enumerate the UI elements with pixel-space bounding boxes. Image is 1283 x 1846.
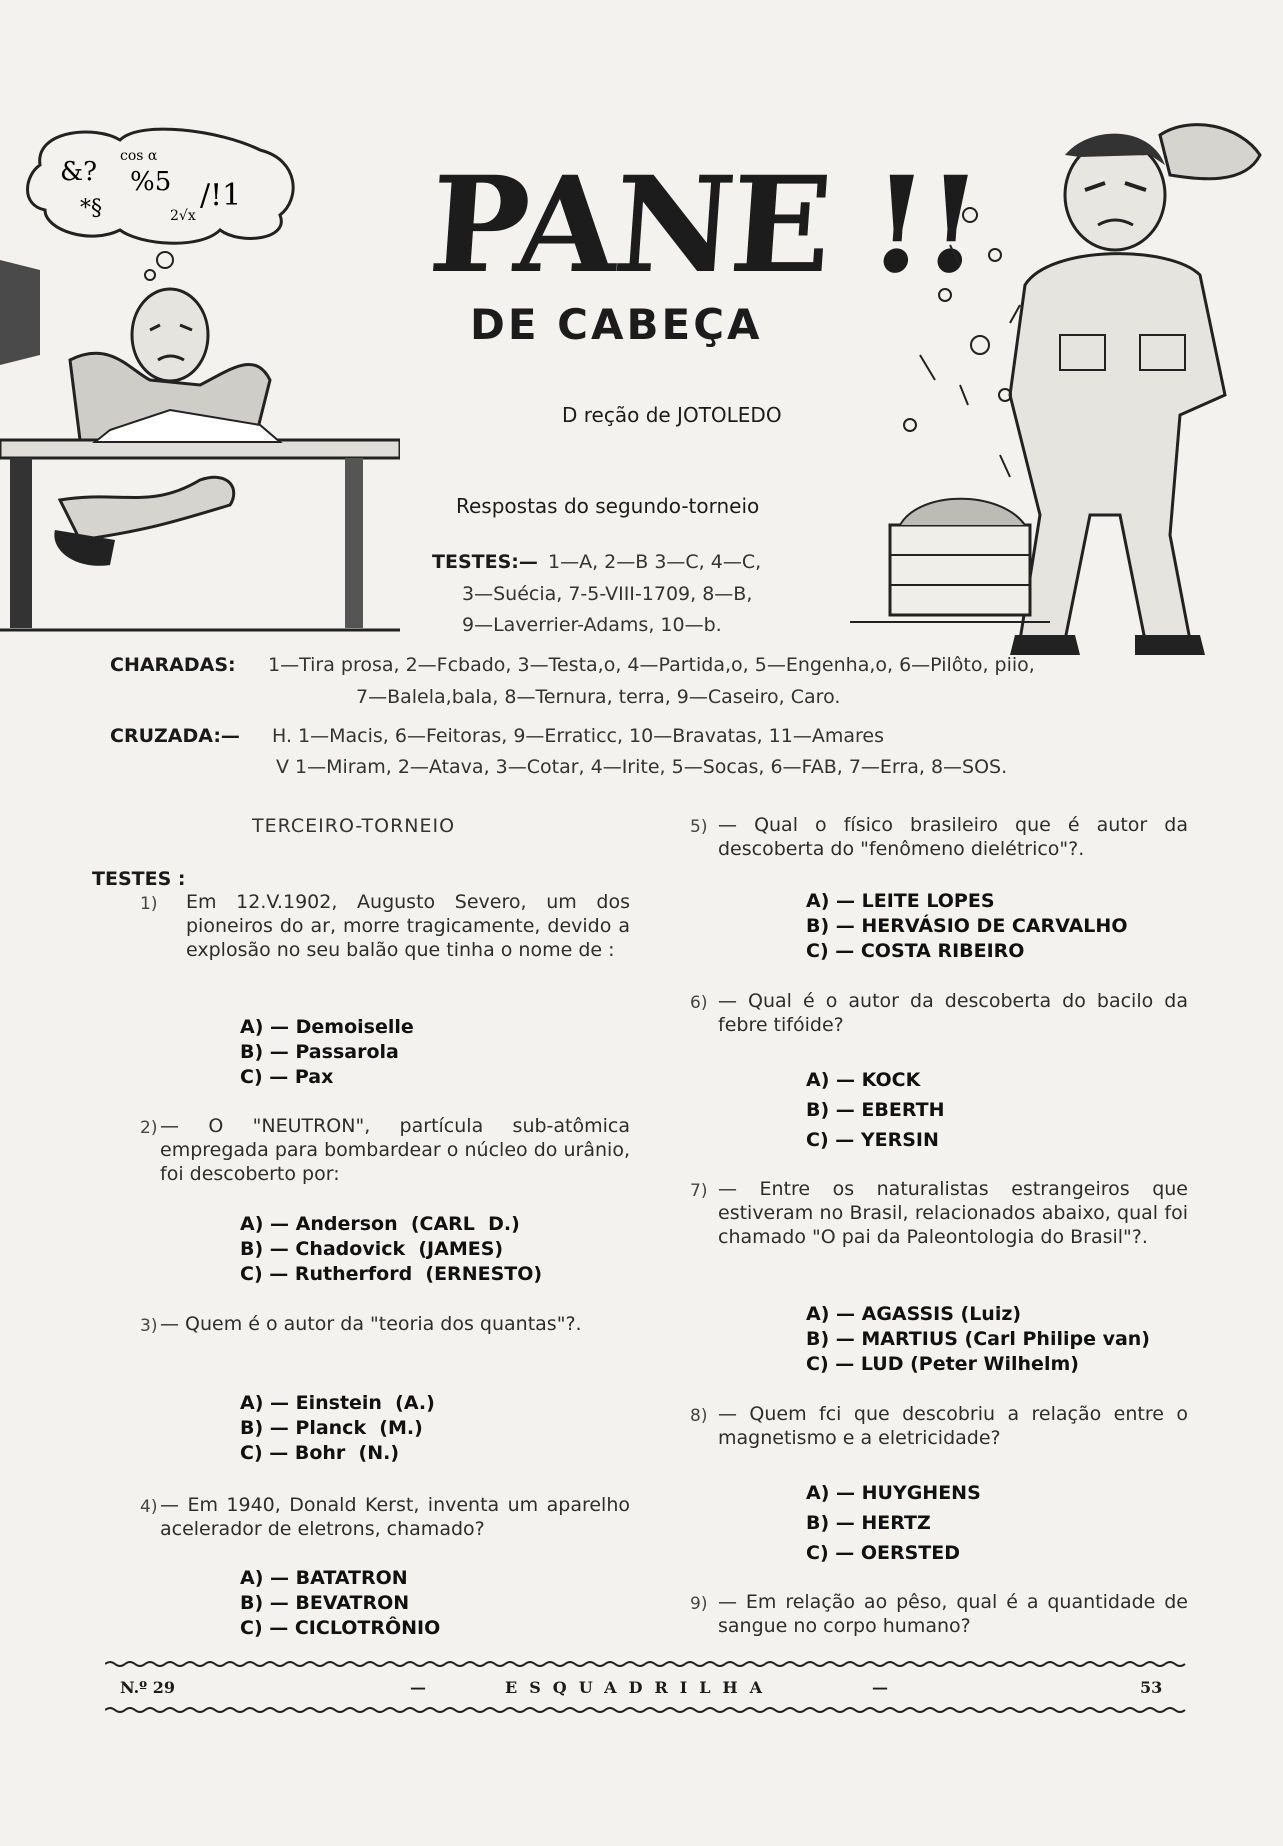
question-8-number: 8) <box>690 1406 708 1426</box>
answers-heading: Respostas do segundo-torneio <box>456 494 760 518</box>
answers-testes-line3: 9—Laverrier-Adams, 10—b. <box>462 614 722 636</box>
question-7-number: 7) <box>690 1181 708 1201</box>
answers-charadas-line1: 1—Tira prosa, 2—Fcbado, 3—Testa,o, 4—Partida,o, 5—Engenha,o, 6—Pilôto, piio, <box>268 654 1035 676</box>
page-title: PANE !! <box>424 148 983 303</box>
question-6-options <box>806 1065 944 1155</box>
page-subtitle: DE CABEÇA <box>470 300 763 349</box>
direction-credit: D reção de JOTOLEDO <box>562 403 782 427</box>
question-3-number: 3) <box>140 1316 158 1336</box>
question-3-text: — Quem é o autor da "teoria dos quantas"?. <box>160 1313 582 1335</box>
q5-option-c: C) — COSTA RIBEIRO <box>806 940 1025 962</box>
question-7-text: — Entre os naturalistas estrangeiros que estiveram no Brasil, relacionados abaixo, qual foi chamado "O pai da Paleontologia do Brasil"?. <box>718 1178 1188 1248</box>
question-4-number: 4) <box>140 1497 158 1517</box>
tournament-testes-label: TESTES : <box>92 868 186 890</box>
answers-testes-line2: 3—Suécia, 7-5-VIII-1709, 8—B, <box>462 583 753 605</box>
question-4-text: — Em 1940, Donald Kerst, inventa um aparelho acelerador de eletrons, chamado? <box>160 1494 630 1540</box>
q7-option-c: C) — LUD (Peter Wilhelm) <box>806 1353 1079 1375</box>
answers-charadas-line2: 7—Balela,bala, 8—Ternura, terra, 9—Caseiro, Caro. <box>356 686 841 708</box>
question-1-options <box>240 1015 414 1090</box>
question-2-number: 2) <box>140 1118 158 1138</box>
q6-option-a: A) — KOCK <box>806 1069 921 1091</box>
q8-option-a: A) — HUYGHENS <box>806 1482 981 1504</box>
footer-page-number: 53 <box>1140 1678 1163 1697</box>
question-2-options <box>240 1212 542 1287</box>
question-8-options <box>806 1478 981 1568</box>
q3-option-b: B) — Planck (M.) <box>240 1417 423 1439</box>
question-3-options <box>240 1391 435 1466</box>
question-9-text: — Em relação ao pêso, qual é a quantidade de sangue no corpo humano? <box>718 1591 1188 1637</box>
question-8-text: — Quem fci que descobriu a relação entre o magnetismo e a eletricidade? <box>718 1403 1188 1449</box>
q2-option-c: C) — Rutherford (ERNESTO) <box>240 1263 543 1285</box>
question-6-number: 6) <box>690 993 708 1013</box>
svg-text:cos α: cos α <box>120 148 158 164</box>
q6-option-b: B) — EBERTH <box>806 1099 945 1121</box>
q3-option-c: C) — Bohr (N.) <box>240 1442 400 1464</box>
cartoon-thinking-officer <box>0 120 400 640</box>
q2-option-b: B) — Chadovick (JAMES) <box>240 1238 504 1260</box>
question-5-options <box>806 889 1127 964</box>
question-1-text: Em 12.V.1902, Augusto Severo, um dos pioneiros do ar, morre tragicamente, devido a explosão no seu balão que tinha o nome de : <box>186 891 630 961</box>
answers-cruzada-vertical: V 1—Miram, 2—Atava, 3—Cotar, 4—Irite, 5—Socas, 6—FAB, 7—Erra, 8—SOS. <box>276 756 1008 778</box>
q4-option-b: B) — BEVATRON <box>240 1592 410 1614</box>
footer-issue: N.º 29 <box>120 1678 176 1697</box>
svg-text:&?: &? <box>60 157 98 187</box>
q1-option-c: C) — Pax <box>240 1066 334 1088</box>
q7-option-a: A) — AGASSIS (Luiz) <box>806 1303 1022 1325</box>
question-6-text: — Qual é o autor da descoberta do bacilo da febre tifóide? <box>718 990 1188 1036</box>
q3-option-a: A) — Einstein (A.) <box>240 1392 435 1414</box>
question-2-text: — O "NEUTRON", partícula sub-atômica empregada para bombardear o núcleo do urânio, foi descoberto por: <box>160 1115 630 1185</box>
svg-text:2√x: 2√x <box>170 208 196 224</box>
svg-text:*§: *§ <box>80 196 102 221</box>
q6-option-c: C) — YERSIN <box>806 1129 939 1151</box>
answers-testes-line1: 1—A, 2—B 3—C, 4—C, <box>548 551 762 573</box>
tournament-heading: TERCEIRO-TORNEIO <box>252 815 456 837</box>
question-5-number: 5) <box>690 817 708 837</box>
footer-dash-right: — <box>872 1678 888 1697</box>
question-7-options <box>806 1302 1150 1377</box>
answers-testes-label: TESTES:— <box>432 551 538 573</box>
q4-option-a: A) — BATATRON <box>240 1567 408 1589</box>
q2-option-a: A) — Anderson (CARL D.) <box>240 1213 520 1235</box>
answers-charadas-label: CHARADAS: <box>110 654 236 676</box>
footer-magazine-name: ESQUADRILHA <box>505 1678 774 1697</box>
q5-option-a: A) — LEITE LOPES <box>806 890 995 912</box>
cartoon-angry-officer <box>850 95 1280 655</box>
question-5-text: — Qual o físico brasileiro que é autor da descoberta do "fenômeno dielétrico"?. <box>718 814 1188 860</box>
q8-option-b: B) — HERTZ <box>806 1512 931 1534</box>
answers-cruzada-horizontal: H. 1—Macis, 6—Feitoras, 9—Erraticc, 10—Bravatas, 11—Amares <box>272 725 884 747</box>
footer-wavy-rule-top <box>105 1660 1190 1668</box>
q5-option-b: B) — HERVÁSIO DE CARVALHO <box>806 915 1128 937</box>
question-9-number: 9) <box>690 1594 708 1614</box>
footer-dash-left: — <box>410 1678 426 1697</box>
q1-option-a: A) — Demoiselle <box>240 1016 414 1038</box>
answers-cruzada-label: CRUZADA:— <box>110 725 240 747</box>
question-1-number: 1) <box>140 894 158 914</box>
q7-option-b: B) — MARTIUS (Carl Philipe van) <box>806 1328 1150 1350</box>
q1-option-b: B) — Passarola <box>240 1041 399 1063</box>
q4-option-c: C) — CICLOTRÔNIO <box>240 1617 441 1639</box>
svg-text:/!1: /!1 <box>200 178 242 213</box>
footer-wavy-rule-bottom <box>105 1706 1190 1714</box>
svg-text:%5: %5 <box>130 167 172 197</box>
question-4-options <box>240 1566 440 1641</box>
q8-option-c: C) — OERSTED <box>806 1542 961 1564</box>
